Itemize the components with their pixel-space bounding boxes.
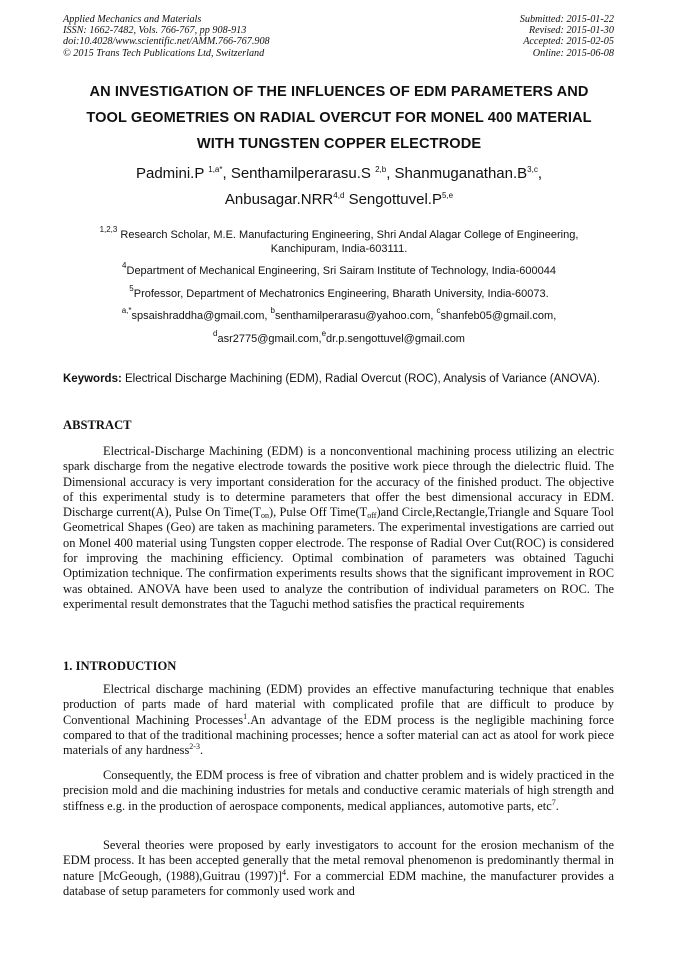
keywords-label: Keywords: — [63, 373, 122, 385]
date-submitted: Submitted: 2015-01-22 — [519, 14, 614, 25]
affiliation-text: Professor, Department of Mechatronics Engineering, Bharath University, India-60073. — [133, 287, 549, 300]
title-line-3: WITH TUNGSTEN COPPER ELECTRODE — [196, 136, 482, 152]
affiliation-1 — [94, 225, 584, 256]
email-address: shanfeb05@gmail.com, — [440, 310, 557, 322]
journal-issn: ISSN: 1662-7482, Vols. 766-767, pp 908-913 — [63, 25, 247, 37]
email-mark: e — [321, 328, 327, 338]
author-name: Shanmuganathan.B — [394, 165, 528, 182]
email-address: senthamilperarasu@yahoo.com, — [274, 310, 437, 322]
abstract-text-1: Electrical-Discharge Machining (EDM) is a nonconventional machining process utilizing an electric spark discharge from the negative electrode towards the positive work piece through the dielectric fluid. The Dimensional accuracy is very important consideration for the accuracy of the finished product. The objective of this experimental study is to determine parameters that offer the best dimensional accuracy in EDM. Discharge current(A), Pulse On Time(T — [63, 444, 614, 520]
authors-line-1: Padmini.P $^{1,a*}$, Senthamilperarasu.S $^{2,b}$, $Shanmuganathan.B^{3,c}$, — [135, 165, 542, 182]
paper-title — [40, 79, 638, 157]
author-affiliation-mark: 5,e — [441, 191, 454, 200]
citation-mark: 1 — [243, 711, 248, 721]
introduction-paragraph-1 — [63, 682, 614, 758]
email-address: dr.p.sengottuvel@gmail.com — [326, 332, 465, 345]
abstract-text-3: )and Circle,Rectangle,Triangle and Square Tool Geometrical Shapes (Geo) are taken as machining parameters. The experimental investigations are carried out on Monel 400 material using Tungsten copper electrode. The response of Radial Over Cut(ROC) is considered for improving the machining efficiency. Optimal combination of parameters was obtained Taguchi Optimization technique. The confirmation experiments results shows that the significant improvement in ROC was obtained. ANOVA have been used to analyze the contribution of individual parameters on ROC. The experimental result demonstrates that the Taguchi method satisfies the practical requirements — [63, 505, 614, 611]
paragraph-text: . For a commercial EDM machine, the manufacturer provides a database of setup parameters for commonly used work and — [63, 868, 614, 898]
authors-line-2 — [40, 187, 638, 213]
citation-mark: 7 — [551, 797, 556, 807]
title-line-1: AN INVESTIGATION OF THE INFLUENCES OF EDM PARAMETERS AND — [89, 84, 589, 100]
keywords-text: Electrical Discharge Machining (EDM), Radial Overcut (ROC), Analysis of Variance (ANOVA). — [121, 373, 601, 385]
subscript-off: off — [367, 511, 377, 521]
affiliation-mark: 4 — [122, 261, 127, 270]
author-list — [40, 161, 638, 213]
introduction-paragraph-2 — [63, 768, 614, 814]
author-affiliation-mark: 4,d — [333, 191, 345, 200]
paragraph-text: . — [555, 798, 559, 813]
citation-mark: 4 — [282, 867, 286, 877]
paragraph-text: Electrical discharge machining (EDM) provides an effective manufacturing technique that enables production of parts made of hard material with complicated profile that are difficult to produce by Conventional Machining Processes — [63, 682, 614, 727]
subscript-on: on — [260, 511, 269, 521]
email-list-2 — [40, 328, 638, 347]
affiliations — [40, 225, 638, 346]
date-accepted: Accepted: 2015-02-05 — [523, 36, 614, 48]
affiliation-mark: 1,2,3 — [99, 225, 118, 234]
paragraph-text: .An advantage of the EDM process is the negligible machining force compared to that of the traditional machining processes; hence a softer material can act as atool for work piece materials of any hardness — [63, 712, 614, 758]
paragraph-text: Consequently, the EDM process is free of vibration and chatter problem and is widely practiced in the precision mold and die machining industries for metals and conductive ceramic materials of high strength and stiffness e.g. in the production of aerospace components, medical appliances, automotive parts, etc — [63, 768, 614, 813]
journal-copyright: © 2015 Trans Tech Publications Ltd, Switzerland — [63, 47, 265, 59]
citation-mark: 2-3 — [189, 742, 200, 752]
journal-info — [63, 14, 270, 59]
paragraph-text: Several theories were proposed by early investigators to account for the erosion mechanism of the EDM process. It has been accepted generally that the metal removal phenomenon is predominantly thermal in nature [McGeough, (1988),Guitrau (1997)] — [63, 838, 614, 883]
affiliation-2 — [40, 261, 638, 279]
email-address: asr2775@gmail.com, — [217, 332, 322, 345]
author-name: Anbusagar.NRR — [224, 191, 334, 208]
author-affiliation-mark: 1,a* — [208, 165, 223, 174]
email-mark: b — [270, 306, 275, 315]
affiliation-text: Department of Mechanical Engineering, Sri Sairam Institute of Technology, India-600044 — [126, 265, 556, 277]
email-mark: c — [436, 306, 441, 315]
journal-name: Applied Mechanics and Materials — [63, 14, 202, 25]
author-name: Padmini.P — [135, 165, 205, 182]
affiliation-3 — [40, 283, 638, 302]
affiliation-mark: 5 — [129, 283, 134, 293]
abstract-text-2: ), Pulse Off Time(T — [268, 505, 368, 520]
journal-doi: doi:10.4028/www.scientific.net/AMM.766-767.908 — [63, 36, 270, 48]
email-list-1 — [40, 306, 638, 324]
author-name: Sengottuvel.P — [348, 191, 442, 208]
introduction-heading: 1. INTRODUCTION — [63, 659, 177, 673]
title-line-2: TOOL GEOMETRIES ON RADIAL OVERCUT FOR MONEL 400 MATERIAL — [86, 110, 592, 126]
email-address: spsaishraddha@gmail.com, — [131, 310, 271, 322]
author-affiliation-mark: 2,b — [375, 165, 387, 174]
abstract-paragraph — [63, 444, 614, 612]
abstract-heading: ABSTRACT — [63, 418, 132, 432]
keywords — [63, 372, 614, 386]
submission-dates — [520, 14, 614, 59]
date-revised: Revised: 2015-01-30 — [528, 25, 614, 37]
affiliation-text: Research Scholar, M.E. Manufacturing Engineering, Shri Andal Alagar College of Engineering, Kanchipuram, India-603111. — [120, 229, 579, 255]
author-affiliation-mark: 3,c — [527, 165, 538, 174]
email-mark: d — [213, 328, 218, 338]
email-mark: a,* — [121, 306, 132, 315]
paragraph-text: . — [199, 743, 204, 758]
author-name: Senthamilperarasu.S — [230, 165, 371, 182]
date-online: Online: 2015-06-08 — [532, 47, 614, 59]
introduction-paragraph-3 — [63, 838, 614, 899]
